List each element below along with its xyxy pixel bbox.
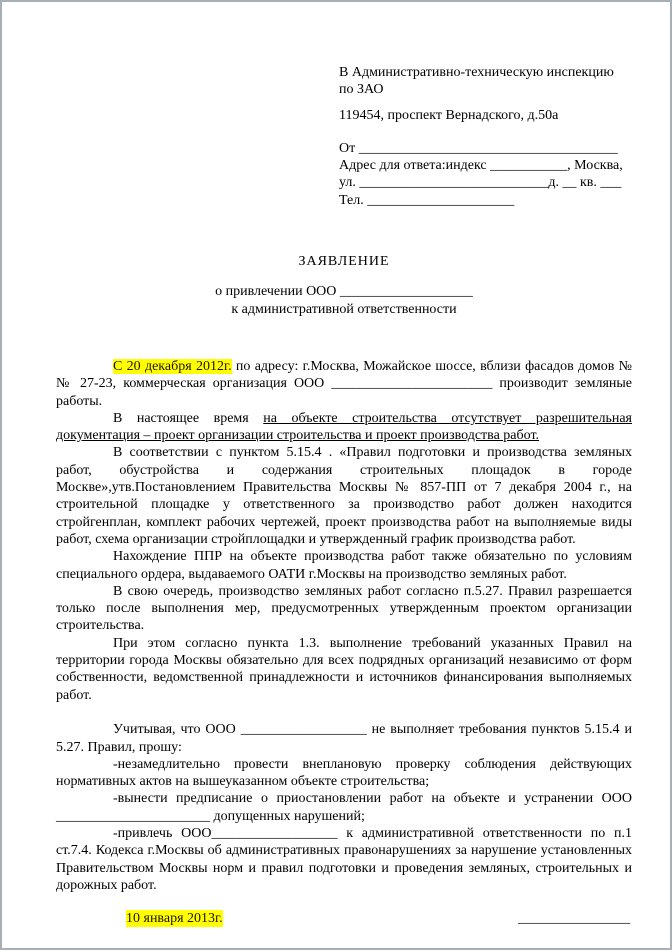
phone-field: Тел. _____________________ bbox=[339, 192, 515, 208]
recipient-block bbox=[339, 64, 632, 209]
paragraph-ppr-order: Нахождение ППР на объекте производства работ также обязательно по условиям специального ордера, выдаваемого ОАТИ г.Москвы на производство земляных работ. bbox=[56, 549, 632, 582]
paragraph-rules-5154: В соответствии с пунктом 5.15.4 . «Правил подготовки и производства земляных работ, обустройства и содержания строительных площадок в городе Москве»,утв.Постановлением Правительства Москвы № 857-ПП от 7 декабря 2004 г., на строительной площадке у ответственного за производство работ должен находится стройгенплан, комплект рабочих чертежей, проект производства работ на выполняемые виды работ, схема организации стройплощадки и утвержденный график производства работ. bbox=[56, 445, 632, 547]
document-subtitle-line1: о привлечении ООО ___________________ bbox=[215, 284, 473, 300]
paragraph-request-intro: Учитывая, что ООО __________________ не выполняет требования пунктов 5.15.4 и 5.27. Правил, прошу: bbox=[56, 722, 632, 755]
recipient-address: 119454, проспект Вернадского, д.50а bbox=[339, 107, 559, 123]
document-body bbox=[56, 358, 632, 894]
highlighted-start-date: С 20 декабря 2012г. bbox=[113, 358, 232, 374]
paragraph-rule-13: При этом согласно пункта 1.3. выполнение требований указанных Правил на территории города Москвы обязательно для всех подрядных организаций независимо от форм собственности, ведомственной принадлежности и источников финансирования выполняемых работ. bbox=[56, 635, 632, 703]
document-title: ЗАЯВЛЕНИЕ bbox=[298, 254, 390, 270]
signature-blank-line: ________________ bbox=[518, 911, 630, 927]
document-content bbox=[2, 2, 670, 927]
paragraph-missing-docs-prefix: В настоящее время bbox=[113, 410, 264, 426]
paragraph-incident-text: по адресу: г.Москва, Можайское шоссе, вблизи фасадов домов №№ 27-23, коммерческая организация ООО _______________________ производит земляные работы. bbox=[56, 358, 632, 409]
request-item-liability: -привлечь ООО__________________ к административной ответственности по п.1 ст.7.4. Кодекса г.Москвы об административных правонарушениях за нарушение установленных Правительством Москвы норм и правил подготовки и проведения земляных, строительных и дорожных работ. bbox=[56, 825, 632, 893]
paragraph-missing-docs bbox=[56, 410, 632, 445]
request-item-suspend: -вынести предписание о приостановлении работ на объекте и устранении ООО ______________________ допущенных нарушений; bbox=[56, 791, 632, 824]
highlighted-document-date: 10 января 2013г. bbox=[126, 911, 223, 927]
reply-address-field: Адрес для ответа:индекс ___________, Москва, bbox=[339, 158, 623, 174]
street-field: ул. ___________________________д. __ кв. ___ bbox=[339, 175, 622, 191]
recipient-district-line: по ЗАО bbox=[339, 82, 384, 98]
request-item-inspection: -незамедлительно провести внеплановую проверку соблюдения действующих нормативных актов на вышеуказанном объекте строительства; bbox=[56, 756, 632, 790]
document-subtitle-line2: к административной ответственности bbox=[231, 301, 457, 317]
paragraph-rule-527: В свою очередь, производство земляных работ согласно п.5.27. Правил разрешается только после выполнения мер, предусмотренных утвержденным проектом организации строительства. bbox=[56, 583, 632, 634]
paragraph-incident bbox=[56, 358, 632, 410]
from-field: От _____________________________________ bbox=[339, 140, 618, 156]
document-footer bbox=[56, 910, 632, 927]
recipient-inspection-line: В Административно-техническую инспекцию bbox=[339, 65, 614, 80]
underlined-violation-text: на объекте строительства отсутствует разрешительная документация – проект организации строительства и проект производства работ. bbox=[56, 410, 632, 444]
